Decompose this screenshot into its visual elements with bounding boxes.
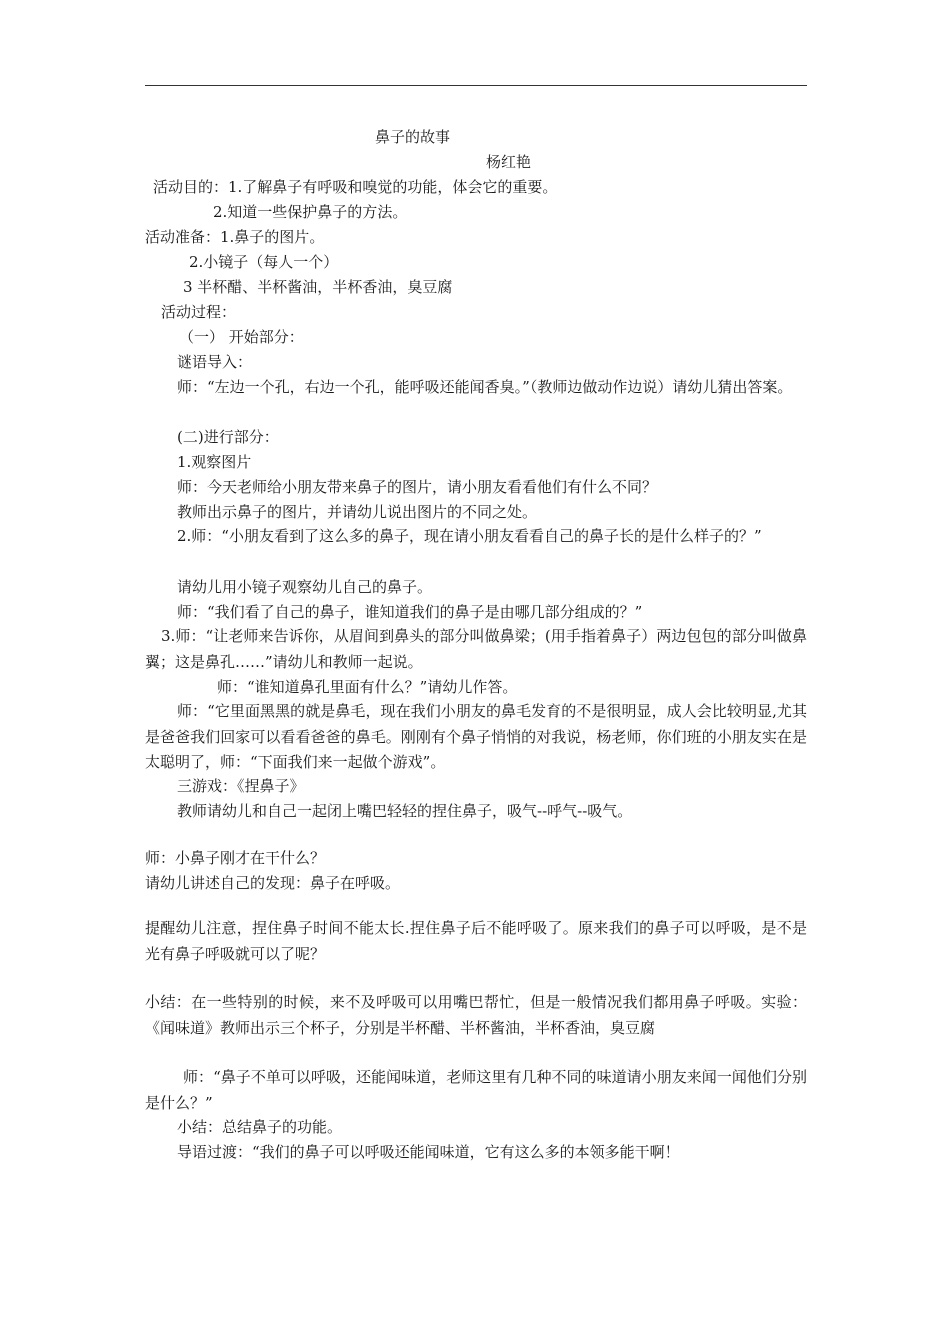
mirror-line: 请幼儿用小镜子观察幼儿自己的鼻子。 — [177, 578, 433, 596]
prep-line-1: 活动准备：1.鼻子的图片。 — [145, 228, 325, 246]
summary-1-paragraph: 小结：在一些特别的时候，来不及呼吸可以用嘴巴帮忙，但是一般情况我们都用鼻子呼吸。实验：《闻味道》教师出示三个杯子，分别是半杯醋、半杯酱油，半杯香油，臭豆腐 — [145, 993, 807, 1037]
question-doing-line: 师：小鼻子刚才在干什么？ — [145, 849, 326, 867]
remind-paragraph: 提醒幼儿注意，捏住鼻子时间不能太长.捏住鼻子后不能呼吸了。原来我们的鼻子可以呼吸，是不是光有鼻子呼吸就可以了呢？ — [145, 919, 807, 963]
observe-heading: 1.观察图片 — [177, 453, 252, 471]
discovery-line: 请幼儿讲述自己的发现：鼻子在呼吸。 — [145, 874, 401, 892]
process-heading: 活动过程： — [161, 303, 237, 321]
transition-line: 导语过渡：“我们的鼻子可以呼吸还能闻味道，它有这么多的本领多能干啊！ — [177, 1143, 680, 1161]
goal-line-2: 2.知道一些保护鼻子的方法。 — [213, 203, 408, 221]
step-3-paragraph: 3.师：“让老师来告诉你，从眉间到鼻头的部分叫做鼻梁；(用手指着鼻子）两边包包的部分叫做鼻翼；这是鼻孔……”请幼儿和教师一起说。 — [145, 627, 807, 671]
teacher-line-1: 师：今天老师给小朋友带来鼻子的图片，请小朋友看看他们有什么不同？ — [177, 478, 658, 496]
teacher-line-2: 教师出示鼻子的图片，并请幼儿说出图片的不同之处。 — [177, 503, 538, 521]
riddle-paragraph: 师：“左边一个孔，右边一个孔，能呼吸还能闻香臭。”（教师边做动作边说）请幼儿猜出答案。 — [177, 378, 793, 396]
header-rule — [145, 85, 807, 86]
prep-line-3: 3 半杯醋、半杯酱油，半杯香油，臭豆腐 — [183, 278, 453, 296]
document-title: 鼻子的故事 — [375, 128, 451, 146]
question-parts-line: 师：“我们看了自己的鼻子，谁知道我们的鼻子是由哪几部分组成的？” — [177, 603, 643, 621]
game-title: 三游戏：《捏鼻子》 — [177, 777, 305, 795]
summary-2-line: 小结：总结鼻子的功能。 — [177, 1118, 343, 1136]
part-1-heading: （一） 开始部分： — [179, 328, 304, 346]
goal-line-1: 活动目的：1.了解鼻子有呼吸和嗅觉的功能，体会它的重要。 — [153, 178, 558, 196]
step-2-paragraph: 2.师：“小朋友看到了这么多的鼻子，现在请小朋友看看自己的鼻子长的是什么样子的？” — [177, 527, 762, 545]
prep-line-2: 2.小镜子（每人一个） — [189, 253, 339, 271]
nose-hair-paragraph: 师：“它里面黑黑的就是鼻毛，现在我们小朋友的鼻毛发育的不是很明显，成人会比较明显,尤其是爸爸我们回家可以看看爸爸的鼻毛。刚刚有个鼻子悄悄的对我说，杨老师，你们班的小朋友实在是太聪明了，师：“下面我们来一起做个游戏”。 — [145, 702, 807, 771]
riddle-intro: 谜语导入： — [177, 353, 253, 371]
smell-intro-paragraph: 师：“鼻子不单可以呼吸，还能闻味道，老师这里有几种不同的味道请小朋友来闻一闻他们分别是什么？” — [145, 1068, 807, 1112]
game-description: 教师请幼儿和自己一起闭上嘴巴轻轻的捏住鼻子，吸气--呼气--吸气。 — [177, 802, 633, 820]
document-author: 杨红艳 — [486, 153, 532, 171]
question-inside-line: 师：“谁知道鼻孔里面有什么？”请幼儿作答。 — [217, 678, 518, 696]
part-2-heading: (二)进行部分： — [177, 428, 279, 446]
